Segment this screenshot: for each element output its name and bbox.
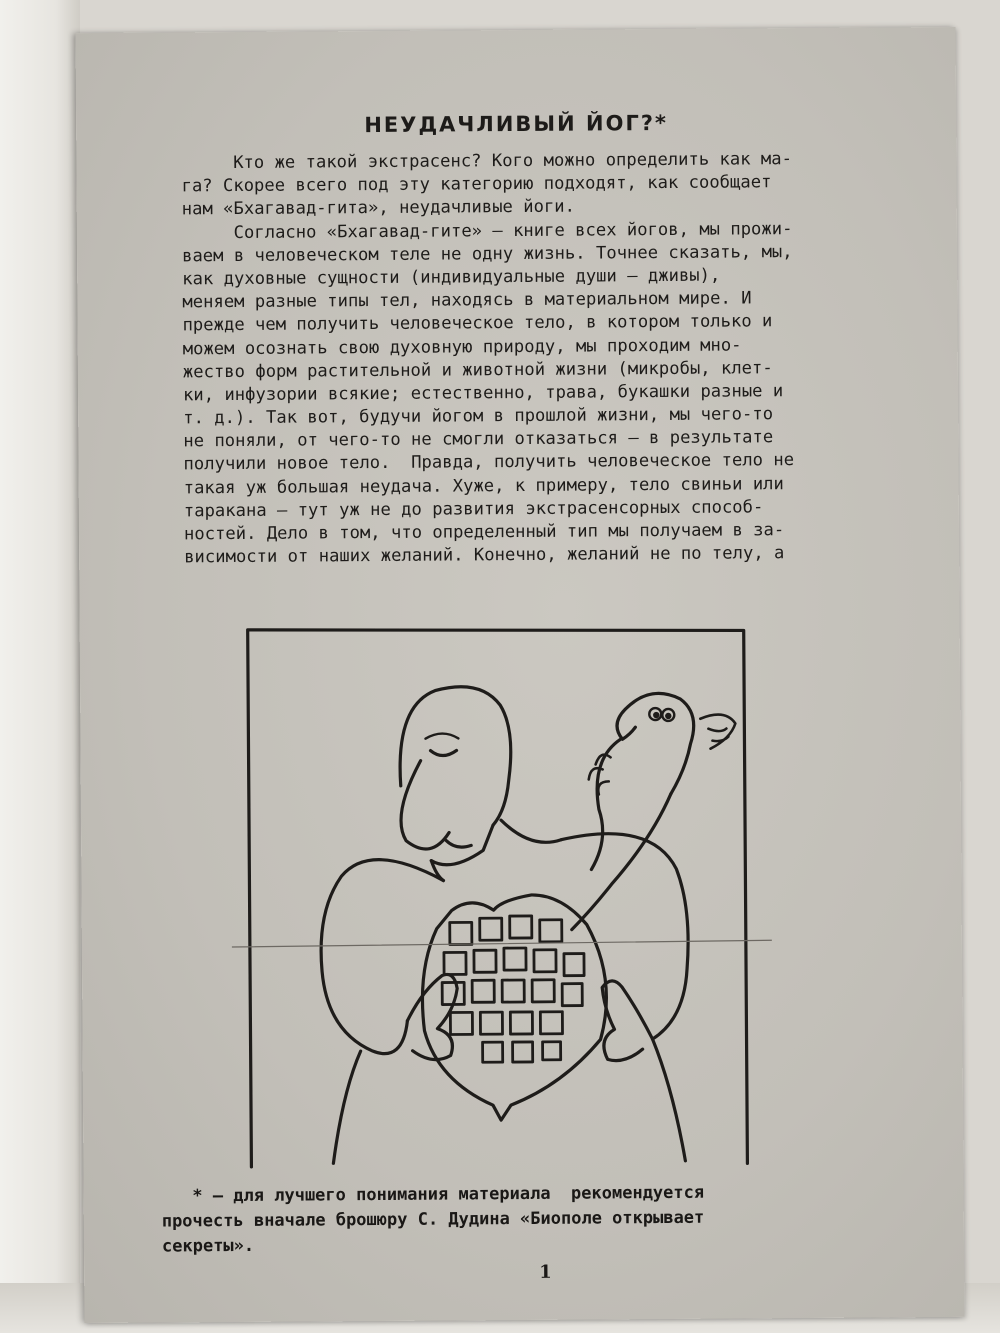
parrot-tail: [571, 794, 672, 930]
background-left: [0, 0, 80, 1333]
body-line: ваем в человеческом теле не одну жизнь. Точнее сказать, мы,: [181, 241, 793, 267]
body-line: Согласно «Бхагавад-гите» — книге всех йогов, мы прожи-: [181, 218, 793, 243]
man-right-arm: [561, 833, 689, 1040]
body-line: как духовные сущности (индивидуальные души — дживы),: [182, 265, 721, 290]
man-mouth: [446, 840, 471, 847]
frame-inner-left-block: [250, 912, 274, 1164]
body-line: Кто же такой экстрасенс? Кого можно определить как ма-: [181, 149, 793, 174]
page: [76, 27, 965, 1323]
man-right-arm-inner: [653, 1039, 686, 1161]
man-eyebrow: [425, 733, 458, 738]
man-right-hand: [602, 981, 653, 1061]
parrot-pupil-right: [667, 714, 670, 717]
page-number: 1: [539, 1261, 552, 1283]
frame-left-post: [248, 626, 748, 1166]
body-line: не поняли, от чего-то не смогли отказаться — в результате: [183, 427, 774, 452]
body-line: висимости от наших желаний. Конечно, желаний не по телу, а: [184, 543, 785, 568]
body-line: нам «Бхагавад-гита», неудачливые йоги.: [181, 196, 576, 220]
body-line: жество форм растительной и животной жизни (микробы, клет-: [182, 357, 773, 383]
body-line: можем осознать свою духовную природу, мы проходим мно-: [182, 334, 742, 359]
man-left-arm-inner: [333, 1051, 362, 1163]
footnote-line: прочесть вначале брошюру С. Дудина «Биополе открывает: [161, 1207, 705, 1232]
footnote-line: * — для лучшего понимания материала рекомендуется: [161, 1182, 705, 1207]
footnote-line: секреты».: [161, 1235, 255, 1257]
man-neck-right: [501, 820, 561, 843]
man-head: [400, 686, 512, 825]
body-line: ностей. Дело в том, что определенный тип мы получаем в за-: [183, 520, 785, 545]
body-line: га? Скорее всего под эту категорию подходят, как сообщает: [181, 172, 772, 197]
body-line: прежде чем получить человеческое тело, в котором только и: [182, 311, 773, 336]
page-title: НЕУДАЧЛИВЫЙ ЙОГ?*: [364, 110, 669, 138]
parrot-wing: [700, 714, 735, 748]
body-text: [181, 147, 884, 569]
body-line: меняем разные типы тел, находясь в материальном мире. И: [182, 288, 752, 313]
parrot-body: [590, 739, 621, 869]
body-line: таракана — тут уж не до развития экстрасенсорных способ-: [183, 497, 764, 522]
body-line: ки, инфузории всякие; естественно, трава, букашки разные и: [182, 381, 784, 406]
man-nose: [401, 761, 450, 850]
parrot-pupil-left: [655, 713, 658, 716]
parrot-beak: [617, 709, 636, 739]
man-eye: [431, 750, 457, 755]
parrot-head: [625, 693, 694, 794]
body-line: такая уж большая неудача. Хуже, к примеру, тело свиньи или: [183, 473, 784, 498]
body-line: получили новое тело. Правда, получить человеческое тело не: [183, 450, 795, 475]
footnote: [162, 1179, 893, 1259]
chest-grid: [442, 916, 585, 1063]
cartoon-illustration: [230, 608, 774, 1182]
body-line: т. д.). Так вот, будучи йогом в прошлой жизни, мы чего-то: [183, 404, 774, 429]
